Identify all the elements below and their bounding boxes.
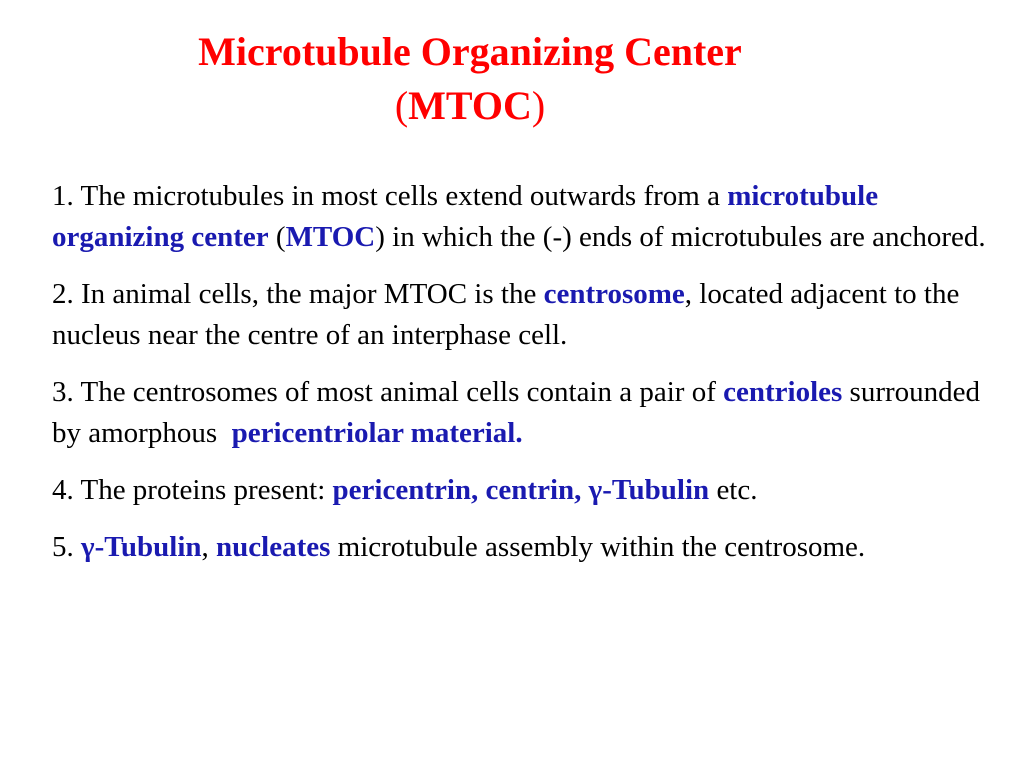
point-1-text-a: 1. The microtubules in most cells extend outwards from a: [52, 180, 728, 212]
point-2: [52, 274, 987, 356]
title-paren-close: ): [531, 83, 546, 128]
point-1-term-mtoc-full: microtubule organizing center: [52, 180, 879, 253]
point-1-term-mtoc: MTOC: [285, 221, 376, 253]
title-abbreviation: MTOC: [408, 83, 532, 128]
point-2-text-b: , located adjacent to the nucleus near the centre of an interphase cell.: [52, 278, 960, 351]
point-2-term-centrosome: centrosome: [543, 278, 685, 310]
point-3-term-pericentriolar: pericentriolar material.: [231, 417, 523, 449]
slide-title: [0, 28, 940, 130]
point-3-text-b: surrounded by amorphous: [52, 376, 988, 449]
point-5-text-b: ,: [201, 531, 217, 563]
point-3-text-a: 3. The centrosomes of most animal cells contain a pair of: [52, 376, 724, 408]
point-5-term-gamma-tubulin: γ-Tubulin: [81, 531, 202, 563]
slide-body: [52, 176, 987, 584]
point-5-text-a: 5.: [52, 531, 81, 563]
point-2-text-a: 2. In animal cells, the major MTOC is the: [52, 278, 544, 310]
point-5-text-c: microtubule assembly within the centrosome.: [330, 531, 866, 563]
point-1-text-b: (: [268, 221, 286, 253]
point-4: [52, 470, 987, 511]
point-1-text-c: ) in which the (-) ends of microtubules are anchored.: [375, 221, 986, 253]
point-1: [52, 176, 987, 258]
title-line-2: [0, 82, 940, 130]
point-5: [52, 527, 987, 568]
point-4-text-a: 4. The proteins present:: [52, 474, 333, 506]
point-3-term-centrioles: centrioles: [723, 376, 843, 408]
title-paren-open: (: [394, 83, 409, 128]
point-4-term-proteins: pericentrin, centrin, γ-Tubulin: [332, 474, 710, 506]
point-5-term-nucleates: nucleates: [216, 531, 331, 563]
title-line-1: Microtubule Organizing Center: [198, 29, 742, 74]
point-3: [52, 372, 987, 454]
point-4-text-b: etc.: [709, 474, 758, 506]
